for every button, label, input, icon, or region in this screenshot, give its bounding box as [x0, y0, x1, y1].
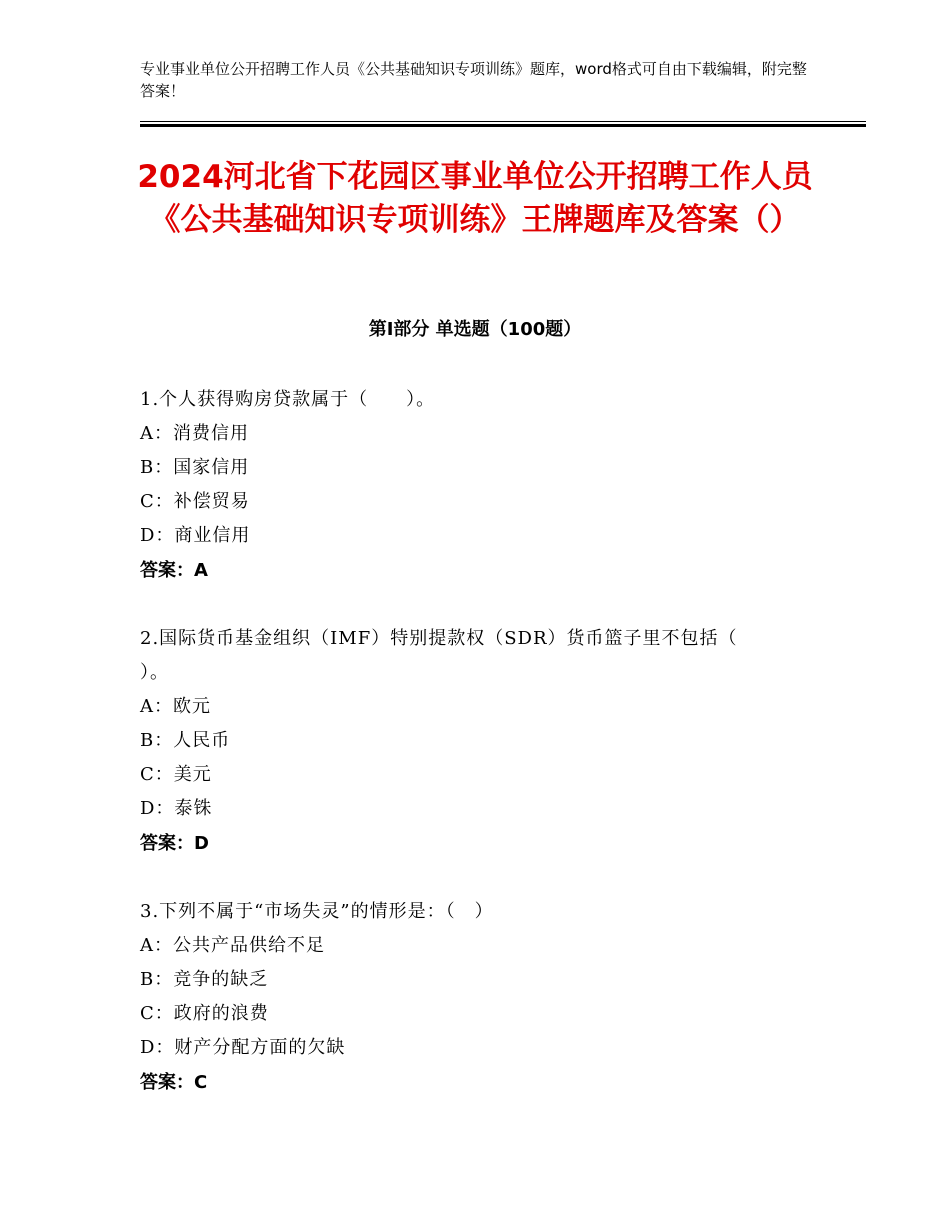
question-3-option-a: A：公共产品供给不足 — [140, 935, 325, 956]
question-3-answer: 答案：C — [140, 1072, 208, 1093]
header-divider-thick — [140, 124, 866, 127]
question-2-option-d: D：泰铢 — [140, 798, 213, 819]
header-note: 专业事业单位公开招聘工作人员《公共基础知识专项训练》题库，word格式可自由下载编辑，附完整答案！ — [140, 60, 807, 100]
question-2-option-c: C：美元 — [140, 764, 212, 785]
header-divider-thin — [140, 121, 866, 122]
question-3-option-c: C：政府的浪费 — [140, 1003, 269, 1024]
document-title: 2024河北省下花园区事业单位公开招聘工作人员《公共基础知识专项训练》王牌题库及答案（） — [137, 159, 813, 238]
question-3-stem: 3.下列不属于“市场失灵”的情形是：（ ） — [140, 901, 494, 922]
section-heading: 第Ⅰ部分 单选题（100题） — [368, 319, 582, 340]
question-2-stem-line1: 2.国际货币基金组织（IMF）特别提款权（SDR）货币篮子里不包括（ — [140, 628, 738, 649]
question-2-option-a: A：欧元 — [140, 696, 211, 717]
question-1-option-a: A：消费信用 — [140, 423, 249, 444]
question-3-option-b: B：竞争的缺乏 — [140, 969, 269, 990]
question-2-stem-line2: ）。 — [140, 662, 169, 683]
question-2-option-b: B：人民币 — [140, 730, 231, 751]
question-2-answer: 答案：D — [140, 833, 209, 854]
question-1-answer: 答案：A — [140, 560, 208, 581]
question-3-option-d: D：财产分配方面的欠缺 — [140, 1037, 346, 1058]
question-1-stem: 1.个人获得购房贷款属于（ ）。 — [140, 389, 436, 410]
question-1-option-d: D：商业信用 — [140, 525, 251, 546]
question-1-option-b: B：国家信用 — [140, 457, 250, 478]
question-1-option-c: C：补偿贸易 — [140, 491, 250, 512]
